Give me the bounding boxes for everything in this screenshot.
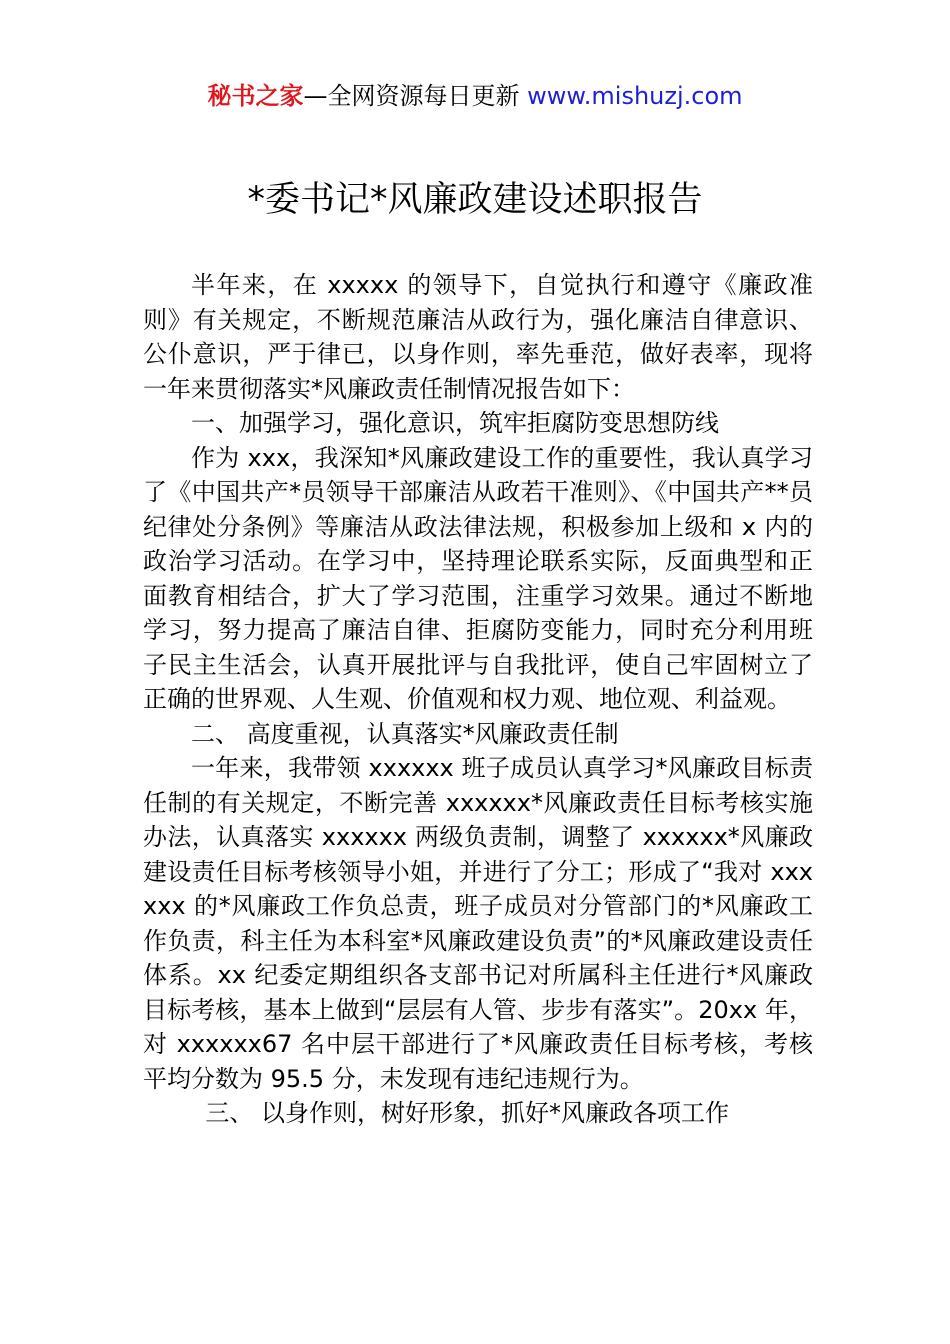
section-heading-3: 三、 以身作则，树好形象，抓好*风廉政各项工作 xyxy=(205,1099,730,1127)
site-url[interactable]: www.mishuzj.com xyxy=(527,82,743,110)
intro-paragraph: 半年来，在 xxxxx 的领导下，自觉执行和遵守《廉政准则》有关规定，不断规范廉洁从政行为，强化廉洁自律意识、公仆意识，严于律已，以身作则，率先垂范，做好表率，现将一年来贯彻落实*风廉政责任制情况报告如下： xyxy=(143,271,813,403)
header-slogan: —全网资源每日更新 xyxy=(303,82,528,110)
document-title: *委书记*风廉政建设述职报告 xyxy=(247,180,703,220)
section-heading-1: 一、加强学习，强化意识，筑牢拒腐防变思想防线 xyxy=(191,409,719,437)
document-body xyxy=(143,268,813,1131)
section-2-paragraph: 一年来，我带领 xxxxxx 班子成员认真学习*风廉政目标责任制的有关规定，不断完善 xxxxxx*风廉政责任目标考核实施办法，认真落实 xxxxxx 两级负责制，调整了 xxxxxx*风廉政建设责任目标考核领导小姐，并进行了分工；形成了“我对 xxxxxx 的*风廉政工作负总责，班子成员对分管部门的*风廉政工作负责，科主任为本科室*风廉政建设负责”的*风廉政建设责任体系。xx 纪委定期组织各支部书记对所属科主任进行*风廉政目标考核，基本上做到“层层有人管、步步有落实”。20xx 年，对 xxxxxx67 名中层干部进行了*风廉政责任目标考核，考核平均分数为 95.5 分，未发现有违纪违规行为。 xyxy=(143,754,813,1093)
brand-name: 秘书之家 xyxy=(207,82,304,110)
section-heading-2: 二、 高度重视，认真落实*风廉政责任制 xyxy=(191,719,619,748)
site-header xyxy=(0,78,950,114)
section-1-paragraph: 作为 xxx，我深知*风廉政建设工作的重要性，我认真学习了《中国共产*员领导干部廉洁从政若干准则》、《中国共产**员纪律处分条例》等廉洁从政法律法规，积极参加上级和 x 内的政治学习活动。在学习中，坚持理论联系实际，反面典型和正面教育相结合，扩大了学习范围，注重学习效果。通过不断地学习，努力提高了廉洁自律、拒腐防变能力，同时充分利用班子民主生活会，认真开展批评与自我批评，使自己牢固树立了正确的世界观、人生观、价值观和权力观、地位观、利益观。 xyxy=(143,443,813,713)
